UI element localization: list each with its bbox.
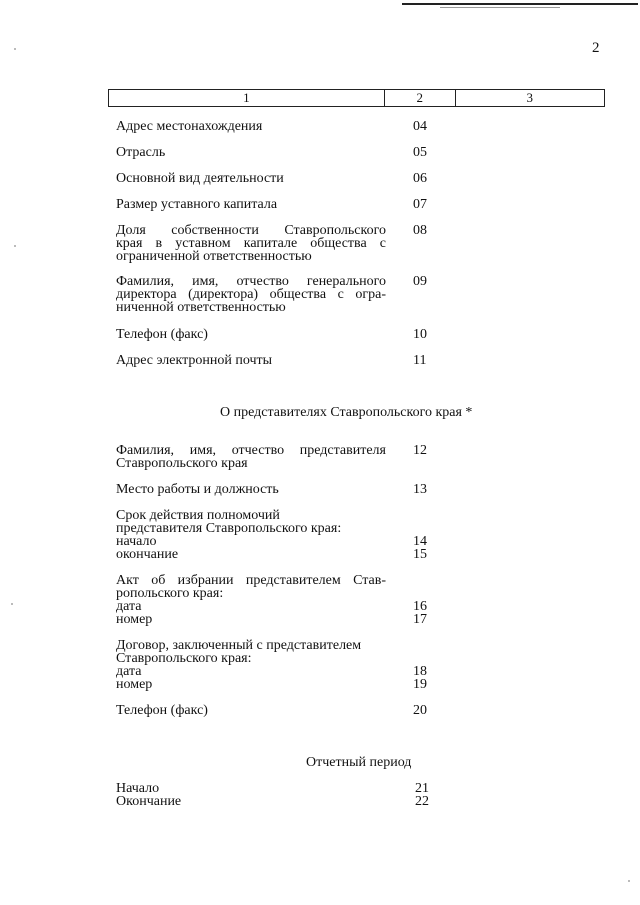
top-border-line — [402, 3, 638, 5]
field-label-line: Договор, заключенный с представителем — [116, 638, 362, 653]
rep-election-act-block — [116, 574, 386, 626]
section-heading-representatives: О представителях Ставропольского края * — [220, 405, 473, 420]
field-code-05: 05 — [413, 145, 427, 160]
period-start-label: Начало — [116, 781, 160, 796]
field-label-line: номер — [116, 677, 153, 692]
rep-contract-block — [116, 639, 386, 691]
field-code-22: 22 — [415, 794, 429, 809]
field-label-industry: Отрасль — [116, 145, 166, 160]
field-code-12: 12 — [413, 443, 427, 458]
field-code-07: 07 — [413, 197, 427, 212]
scan-speck — [14, 245, 16, 247]
field-label-capital-size: Размер уставного капитала — [116, 197, 278, 212]
top-border-line-secondary — [440, 7, 560, 8]
rep-workplace-block: Место работы и должность — [116, 482, 279, 497]
field-label-line: директора (директора) общества с огра- — [116, 287, 386, 302]
field-code-21: 21 — [415, 781, 429, 796]
field-label-phone: Телефон (факс) — [116, 327, 208, 342]
field-code-11: 11 — [413, 353, 427, 368]
column-header-2: 2 — [384, 90, 455, 107]
field-code-20: 20 — [413, 703, 427, 718]
field-code-08: 08 — [413, 223, 427, 238]
field-code-19: 19 — [413, 677, 427, 692]
field-label-line: начало — [116, 534, 157, 549]
field-label-line: представителя Ставропольского края: — [116, 521, 342, 536]
column-header-table — [108, 89, 605, 107]
field-code-06: 06 — [413, 171, 427, 186]
field-label-email: Адрес электронной почты — [116, 353, 273, 368]
field-label-line: дата — [116, 599, 142, 614]
field-code-17: 17 — [413, 612, 427, 627]
field-label-ownership-share — [116, 224, 386, 263]
rep-term-block — [116, 509, 386, 561]
scan-speck — [11, 603, 13, 605]
field-code-18: 18 — [413, 664, 427, 679]
field-label-line: ограниченной ответственностью — [116, 249, 312, 264]
field-label-line: окончание — [116, 547, 179, 562]
field-code-14: 14 — [413, 534, 427, 549]
field-code-09: 09 — [413, 274, 427, 289]
field-code-15: 15 — [413, 547, 427, 562]
column-header-3: 3 — [455, 90, 604, 107]
page-number: 2 — [592, 40, 600, 56]
field-label-line: номер — [116, 612, 153, 627]
field-label-line: Срок действия полномочий — [116, 508, 280, 523]
field-code-16: 16 — [413, 599, 427, 614]
field-label-line: Акт об избрании представителем Став- — [116, 573, 386, 588]
field-label-director-name — [116, 275, 386, 314]
scan-speck — [14, 48, 16, 50]
rep-name-block — [116, 444, 386, 470]
field-label-address: Адрес местонахождения — [116, 119, 263, 134]
field-label-line: края в уставном капитале общества с — [116, 236, 386, 251]
scan-speck — [628, 880, 630, 882]
field-label-line: Фамилия, имя, отчество генерального — [116, 274, 386, 289]
field-code-13: 13 — [413, 482, 427, 497]
field-code-10: 10 — [413, 327, 427, 342]
field-label-line: Фамилия, имя, отчество представителя — [116, 443, 386, 458]
field-label-line: Доля собственности Ставропольского — [116, 223, 386, 238]
field-label-main-activity: Основной вид деятельности — [116, 171, 284, 186]
rep-phone-block: Телефон (факс) — [116, 703, 208, 718]
field-label-line: ниченной ответственностью — [116, 300, 286, 315]
field-label-line: дата — [116, 664, 142, 679]
field-label-line: ропольского края: — [116, 586, 224, 601]
column-header-1: 1 — [109, 90, 385, 107]
field-label-line: Ставропольского края: — [116, 651, 252, 666]
period-end-label: Окончание — [116, 794, 182, 809]
section-heading-reporting-period: Отчетный период — [306, 755, 412, 770]
field-label-line: Ставропольского края — [116, 456, 248, 471]
field-code-04: 04 — [413, 119, 427, 134]
